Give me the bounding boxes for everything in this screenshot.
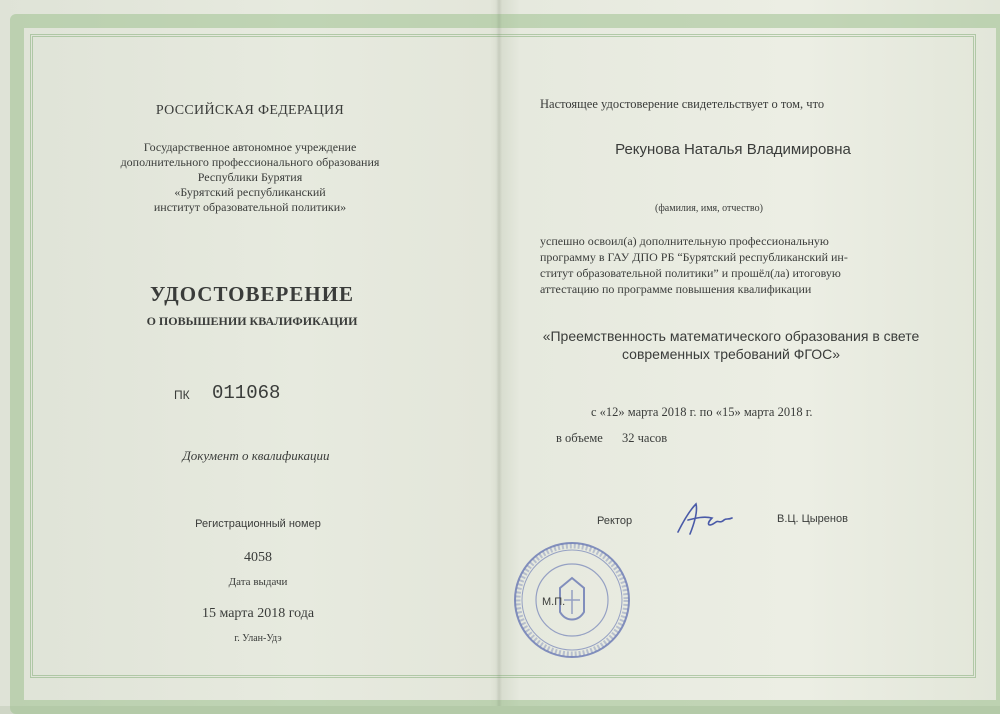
program-line-2: современных требований ФГОС» xyxy=(622,346,840,362)
center-fold xyxy=(496,0,502,706)
body-line-1: успешно освоил(а) дополнительную профессиональную xyxy=(540,234,829,248)
reg-number: 4058 xyxy=(244,550,272,565)
reg-number-label: Регистрационный номер xyxy=(195,518,321,530)
org-line-4: «Бурятский республиканский xyxy=(174,185,326,199)
intro-text: Настоящее удостоверение свидетельствует о том, что xyxy=(540,97,825,111)
country-heading: РОССИЙСКАЯ ФЕДЕРАЦИЯ xyxy=(155,103,345,118)
issue-date: 15 марта 2018 года xyxy=(201,606,315,621)
issue-date-label: Дата выдачи xyxy=(228,576,288,588)
full-name: Рекунова Наталья Владимировна xyxy=(615,141,851,158)
body-line-3: ститут образовательной политики” и прошёл(ла) итоговую xyxy=(540,266,841,280)
body-line-4: аттестацию по программе повышения квалификации xyxy=(540,282,812,296)
name-caption: (фамилия, имя, отчество) xyxy=(655,203,763,214)
org-line-1: Государственное автономное учреждение xyxy=(143,140,357,154)
org-line-5: институт образовательной политики» xyxy=(153,200,347,214)
volume-value: 32 часов xyxy=(622,431,668,445)
doc-type: Документ о квалификации xyxy=(182,448,330,463)
program-line-1: «Преемственность математического образования в свете xyxy=(542,328,920,344)
study-dates: с «12» марта 2018 г. по «15» марта 2018 г. xyxy=(591,405,813,419)
issue-city: г. Улан-Удэ xyxy=(234,633,282,644)
body-line-2: программу в ГАУ ДПО РБ “Бурятский республиканский ин- xyxy=(540,250,848,264)
volume-label: в объеме xyxy=(556,431,603,445)
series-label: ПК xyxy=(174,388,190,402)
rector-name: В.Ц. Цыренов xyxy=(777,513,848,525)
rector-label: Ректор xyxy=(597,515,633,527)
certificate-number: 011068 xyxy=(212,382,281,404)
org-line-3: Республики Бурятия xyxy=(197,170,303,184)
org-line-2: дополнительного профессионального образования xyxy=(120,155,380,169)
official-seal-icon xyxy=(512,540,632,660)
rector-signature-icon xyxy=(672,498,734,540)
doc-subtitle: О ПОВЫШЕНИИ КВАЛИФИКАЦИИ xyxy=(146,314,358,328)
stamp-place: М.П. xyxy=(542,596,566,608)
doc-title: УДОСТОВЕРЕНИЕ xyxy=(149,282,355,306)
